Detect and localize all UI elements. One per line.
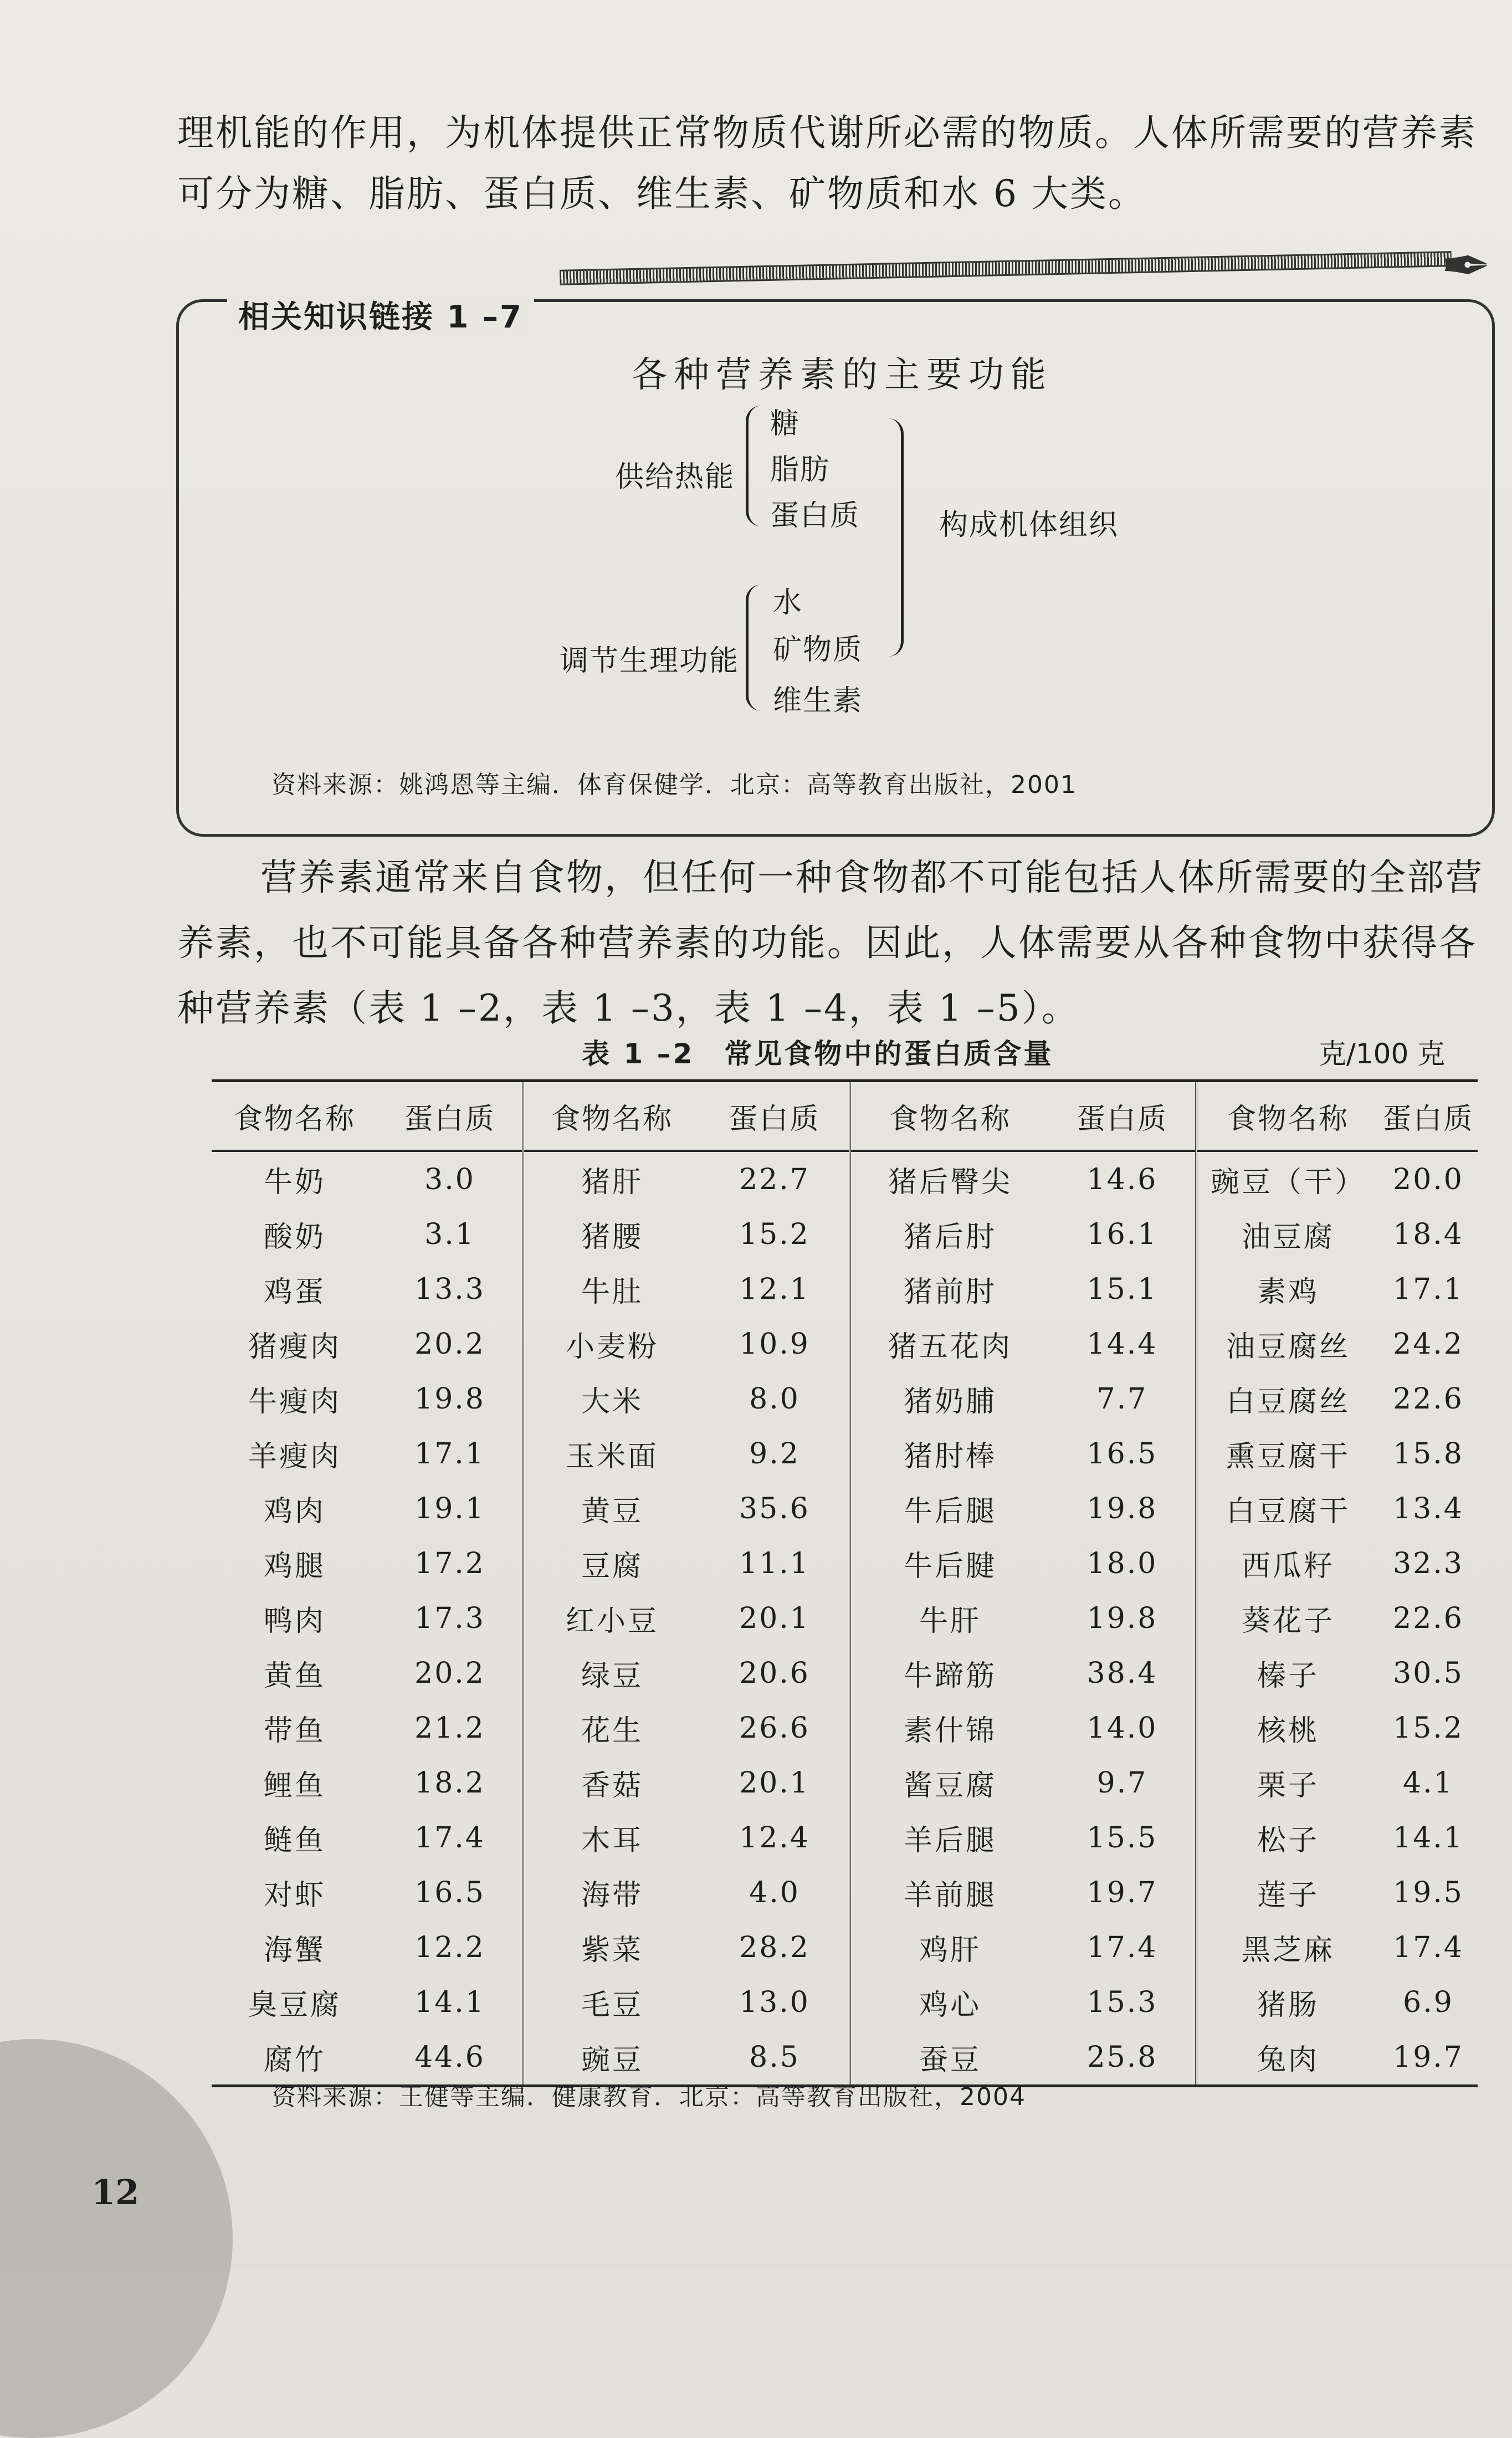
protein-value-cell: 14.0	[1049, 1701, 1196, 1755]
header-protein: 蛋白质	[1049, 1081, 1196, 1151]
food-name-cell: 黑芝麻	[1241, 1934, 1335, 1967]
protein-value-cell: 19.7	[1049, 1865, 1196, 1920]
food-name-cell: 腐竹	[212, 2030, 378, 2086]
protein-value-cell: 17.3	[378, 1591, 523, 1646]
food-name-cell: 臭豆腐	[248, 1989, 341, 2022]
protein-value-cell: 22.6	[1393, 1601, 1464, 1635]
protein-value-cell: 20.6	[700, 1646, 850, 1701]
protein-value-cell: 22.7	[700, 1151, 850, 1207]
protein-value-cell: 13.4	[1393, 1492, 1464, 1525]
protein-value-cell: 15.2	[1393, 1711, 1464, 1745]
table-row	[212, 1701, 1478, 1755]
protein-content-table	[212, 1079, 1478, 2087]
food-name-cell: 对虾	[263, 1879, 326, 1912]
protein-value-cell: 25.8	[1049, 2030, 1196, 2086]
protein-value-cell: 32.3	[1393, 1546, 1464, 1580]
protein-value-cell: 18.0	[1049, 1536, 1196, 1591]
protein-value-cell: 13.3	[378, 1262, 523, 1317]
protein-value-cell: 19.8	[1049, 1481, 1196, 1536]
food-name-cell: 花生	[581, 1714, 643, 1748]
food-name-cell: 牛后腱	[903, 1550, 997, 1583]
protein-value-cell: 15.5	[1049, 1810, 1196, 1865]
protein-value-cell: 17.4	[378, 1810, 523, 1865]
protein-value-cell: 18.4	[1393, 1217, 1464, 1251]
header-protein: 蛋白质	[700, 1081, 850, 1151]
diagram-title: 各种营养素的主要功能	[632, 355, 1053, 396]
food-name-cell: 猪前肘	[903, 1276, 997, 1309]
group2-item-2: 矿物质	[773, 633, 863, 667]
protein-value-cell: 15.1	[1049, 1262, 1196, 1317]
knowledge-source: 资料来源：姚鸿恩等主编．体育保健学．北京：高等教育出版社，2001	[271, 771, 1077, 799]
protein-value-cell: 4.1	[1403, 1766, 1454, 1800]
table-header-row	[212, 1081, 1478, 1151]
protein-value-cell: 20.1	[700, 1755, 850, 1810]
thumb-shadow	[0, 2039, 233, 2438]
protein-value-cell: 35.6	[700, 1481, 850, 1536]
food-name-cell: 豌豆（干）	[1210, 1166, 1366, 1199]
food-name-cell: 白豆腐丝	[1226, 1385, 1350, 1418]
food-name-cell: 木耳	[581, 1824, 643, 1857]
food-name-cell: 鸡心	[919, 1989, 981, 2022]
protein-value-cell: 17.4	[1393, 1930, 1464, 1964]
group2-item-1: 水	[773, 586, 803, 619]
food-name-cell: 栗子	[1257, 1769, 1319, 1802]
protein-value-cell: 16.5	[1049, 1426, 1196, 1481]
protein-value-cell: 12.1	[700, 1262, 850, 1317]
knowledge-link-heading: 相关知识链接 1 –7	[227, 293, 534, 337]
food-name-cell: 猪肘棒	[903, 1440, 997, 1473]
food-name-cell: 素鸡	[1257, 1276, 1319, 1309]
protein-value-cell: 17.2	[378, 1536, 523, 1591]
protein-value-cell: 19.5	[1393, 1876, 1464, 1909]
food-name-cell: 莲子	[1257, 1879, 1319, 1912]
header-protein: 蛋白质	[1379, 1081, 1478, 1151]
protein-value-cell: 14.4	[1049, 1317, 1196, 1371]
food-name-cell: 大米	[581, 1385, 643, 1418]
group1-item-3: 蛋白质	[770, 499, 860, 532]
intro-line-2: 可分为糖、脂肪、蛋白质、维生素、矿物质和水 6 大类。	[177, 172, 1146, 215]
protein-value-cell: 3.1	[378, 1207, 523, 1262]
protein-value-cell: 11.1	[700, 1536, 850, 1591]
table-row	[212, 1975, 1478, 2030]
food-name-cell: 白豆腐干	[1226, 1495, 1350, 1528]
protein-value-cell: 9.2	[700, 1426, 850, 1481]
header-food-name: 食物名称	[212, 1081, 378, 1151]
table-row	[212, 1646, 1478, 1701]
food-name-cell: 兔肉	[1196, 2030, 1379, 2086]
food-name-cell: 松子	[1257, 1824, 1319, 1857]
protein-value-cell: 15.3	[1049, 1975, 1196, 2030]
group2-item-3: 维生素	[773, 684, 863, 718]
food-name-cell: 红小豆	[565, 1605, 659, 1638]
table-caption: 表 1 –2 常见食物中的蛋白质含量	[582, 1038, 1054, 1070]
protein-value-cell: 12.2	[378, 1920, 523, 1975]
protein-value-cell: 19.7	[1379, 2030, 1478, 2086]
food-name-cell: 西瓜籽	[1241, 1550, 1335, 1583]
food-name-cell: 油豆腐	[1241, 1221, 1335, 1254]
group1-label: 供给热能	[615, 460, 735, 494]
food-name-cell: 羊瘦肉	[248, 1440, 341, 1473]
food-name-cell: 鲢鱼	[263, 1824, 326, 1857]
food-name-cell: 猪奶脯	[903, 1385, 997, 1418]
protein-value-cell: 17.4	[1049, 1920, 1196, 1975]
food-name-cell: 豌豆	[523, 2030, 700, 2086]
group2-label: 调节生理功能	[560, 644, 740, 678]
food-name-cell: 牛后腿	[903, 1495, 997, 1528]
table-row	[212, 1317, 1478, 1371]
food-name-cell: 香菇	[581, 1769, 643, 1802]
protein-value-cell: 22.6	[1393, 1382, 1464, 1416]
table-unit: 克/100 克	[1319, 1038, 1446, 1070]
protein-value-cell: 30.5	[1393, 1656, 1464, 1690]
food-name-cell: 猪腰	[581, 1221, 643, 1254]
protein-value-cell: 10.9	[700, 1317, 850, 1371]
food-name-cell: 猪后肘	[903, 1221, 997, 1254]
food-name-cell: 猪瘦肉	[248, 1330, 341, 1364]
protein-value-cell: 3.0	[378, 1151, 523, 1207]
protein-value-cell: 21.2	[378, 1701, 523, 1755]
protein-value-cell: 24.2	[1393, 1327, 1464, 1361]
food-name-cell: 熏豆腐干	[1226, 1440, 1350, 1473]
food-name-cell: 油豆腐丝	[1226, 1330, 1350, 1364]
protein-value-cell: 28.2	[700, 1920, 850, 1975]
food-name-cell: 玉米面	[565, 1440, 659, 1473]
table-source: 资料来源：王健等主编．健康教育．北京：高等教育出版社，2004	[271, 2083, 1026, 2111]
table-row	[212, 1810, 1478, 1865]
food-name-cell: 黄鱼	[263, 1660, 326, 1693]
food-name-cell: 小麦粉	[565, 1330, 659, 1364]
protein-value-cell: 12.4	[700, 1810, 850, 1865]
heading-rule	[560, 251, 1452, 285]
header-protein: 蛋白质	[378, 1081, 523, 1151]
group1-item-2: 脂肪	[770, 453, 831, 486]
protein-value-cell: 8.0	[700, 1371, 850, 1426]
page-number: 12	[91, 2172, 140, 2212]
food-name-cell: 猪后臀尖	[888, 1166, 1012, 1199]
food-name-cell: 葵花子	[1241, 1605, 1335, 1638]
food-name-cell: 鸡蛋	[263, 1276, 326, 1309]
food-name-cell: 牛肝	[919, 1605, 981, 1638]
protein-value-cell: 6.9	[1403, 1985, 1454, 2019]
table-row	[212, 1151, 1478, 1207]
protein-value-cell: 17.1	[378, 1426, 523, 1481]
food-name-cell: 鸡肉	[263, 1495, 326, 1528]
food-name-cell: 羊前腿	[903, 1879, 997, 1912]
header-food-name: 食物名称	[1196, 1081, 1379, 1151]
combined-brace	[886, 418, 904, 657]
protein-value-cell: 15.2	[700, 1207, 850, 1262]
table-row	[212, 1591, 1478, 1646]
food-name-cell: 牛奶	[263, 1166, 326, 1199]
food-name-cell: 豆腐	[581, 1550, 643, 1583]
food-name-cell: 鸡腿	[263, 1550, 326, 1583]
table-row	[212, 1207, 1478, 1262]
protein-value-cell: 18.2	[378, 1755, 523, 1810]
protein-value-cell: 20.2	[378, 1317, 523, 1371]
table-row	[212, 1920, 1478, 1975]
food-name-cell: 猪五花肉	[888, 1330, 1012, 1364]
table-row	[212, 1755, 1478, 1810]
food-name-cell: 羊后腿	[903, 1824, 997, 1857]
table-row	[212, 1865, 1478, 1920]
protein-value-cell: 9.7	[1049, 1755, 1196, 1810]
protein-value-cell: 7.7	[1049, 1371, 1196, 1426]
protein-value-cell: 26.6	[700, 1701, 850, 1755]
food-name-cell: 毛豆	[581, 1989, 643, 2022]
protein-value-cell: 17.1	[1393, 1272, 1464, 1306]
food-name-cell: 黄豆	[581, 1495, 643, 1528]
group2-brace	[746, 585, 763, 711]
food-name-cell: 猪肠	[1257, 1989, 1319, 2022]
protein-value-cell: 20.1	[700, 1591, 850, 1646]
food-name-cell: 酱豆腐	[903, 1769, 997, 1802]
food-name-cell: 牛蹄筋	[903, 1660, 997, 1693]
table-row	[212, 1481, 1478, 1536]
protein-value-cell: 19.1	[378, 1481, 523, 1536]
header-food-name: 食物名称	[850, 1081, 1049, 1151]
group1-brace	[746, 406, 763, 526]
food-name-cell: 带鱼	[263, 1714, 326, 1748]
food-name-cell: 素什锦	[903, 1714, 997, 1748]
combined-label: 构成机体组织	[939, 509, 1119, 542]
protein-value-cell: 14.1	[378, 1975, 523, 2030]
food-name-cell: 鲤鱼	[263, 1769, 326, 1802]
group1-item-1: 糖	[770, 407, 801, 441]
food-name-cell: 蚕豆	[850, 2030, 1049, 2086]
food-name-cell: 榛子	[1257, 1660, 1319, 1693]
protein-value-cell: 14.6	[1049, 1151, 1196, 1207]
table-row	[212, 1426, 1478, 1481]
food-name-cell: 鸡肝	[919, 1934, 981, 1967]
table-row	[212, 1262, 1478, 1317]
food-name-cell: 牛瘦肉	[248, 1385, 341, 1418]
paragraph-2: 营养素通常来自食物，但任何一种食物都不可能包括人体所需要的全部营养素，也不可能具备各种营养素的功能。因此，人体需要从各种食物中获得各种营养素（表 1 –2，表 1 –3，表 1 –4，表 1 –5）。	[177, 856, 1484, 1030]
food-name-cell: 核桃	[1257, 1714, 1319, 1748]
food-name-cell: 牛肚	[581, 1276, 643, 1309]
protein-value-cell: 16.5	[378, 1865, 523, 1920]
protein-value-cell: 8.5	[700, 2030, 850, 2086]
protein-value-cell: 15.8	[1393, 1437, 1464, 1471]
intro-line-1: 理机能的作用，为机体提供正常物质代谢所必需的物质。人体所需要的营养素	[177, 111, 1477, 154]
food-name-cell: 猪肝	[581, 1166, 643, 1199]
food-name-cell: 紫菜	[581, 1934, 643, 1967]
food-name-cell: 鸭肉	[263, 1605, 326, 1638]
food-name-cell: 酸奶	[263, 1221, 326, 1254]
protein-value-cell: 20.2	[378, 1646, 523, 1701]
quill-pen-icon: ✒	[1441, 231, 1492, 301]
protein-value-cell: 14.1	[1393, 1821, 1464, 1855]
table-row	[212, 1536, 1478, 1591]
protein-value-cell: 20.0	[1393, 1162, 1464, 1196]
food-name-cell: 海带	[581, 1879, 643, 1912]
protein-value-cell: 13.0	[700, 1975, 850, 2030]
protein-value-cell: 38.4	[1049, 1646, 1196, 1701]
food-name-cell: 绿豆	[581, 1660, 643, 1693]
table-row	[212, 1371, 1478, 1426]
protein-value-cell: 44.6	[378, 2030, 523, 2086]
protein-value-cell: 19.8	[378, 1371, 523, 1426]
header-food-name: 食物名称	[523, 1081, 700, 1151]
protein-value-cell: 19.8	[1049, 1591, 1196, 1646]
food-name-cell: 海蟹	[263, 1934, 326, 1967]
protein-value-cell: 16.1	[1049, 1207, 1196, 1262]
protein-value-cell: 4.0	[700, 1865, 850, 1920]
